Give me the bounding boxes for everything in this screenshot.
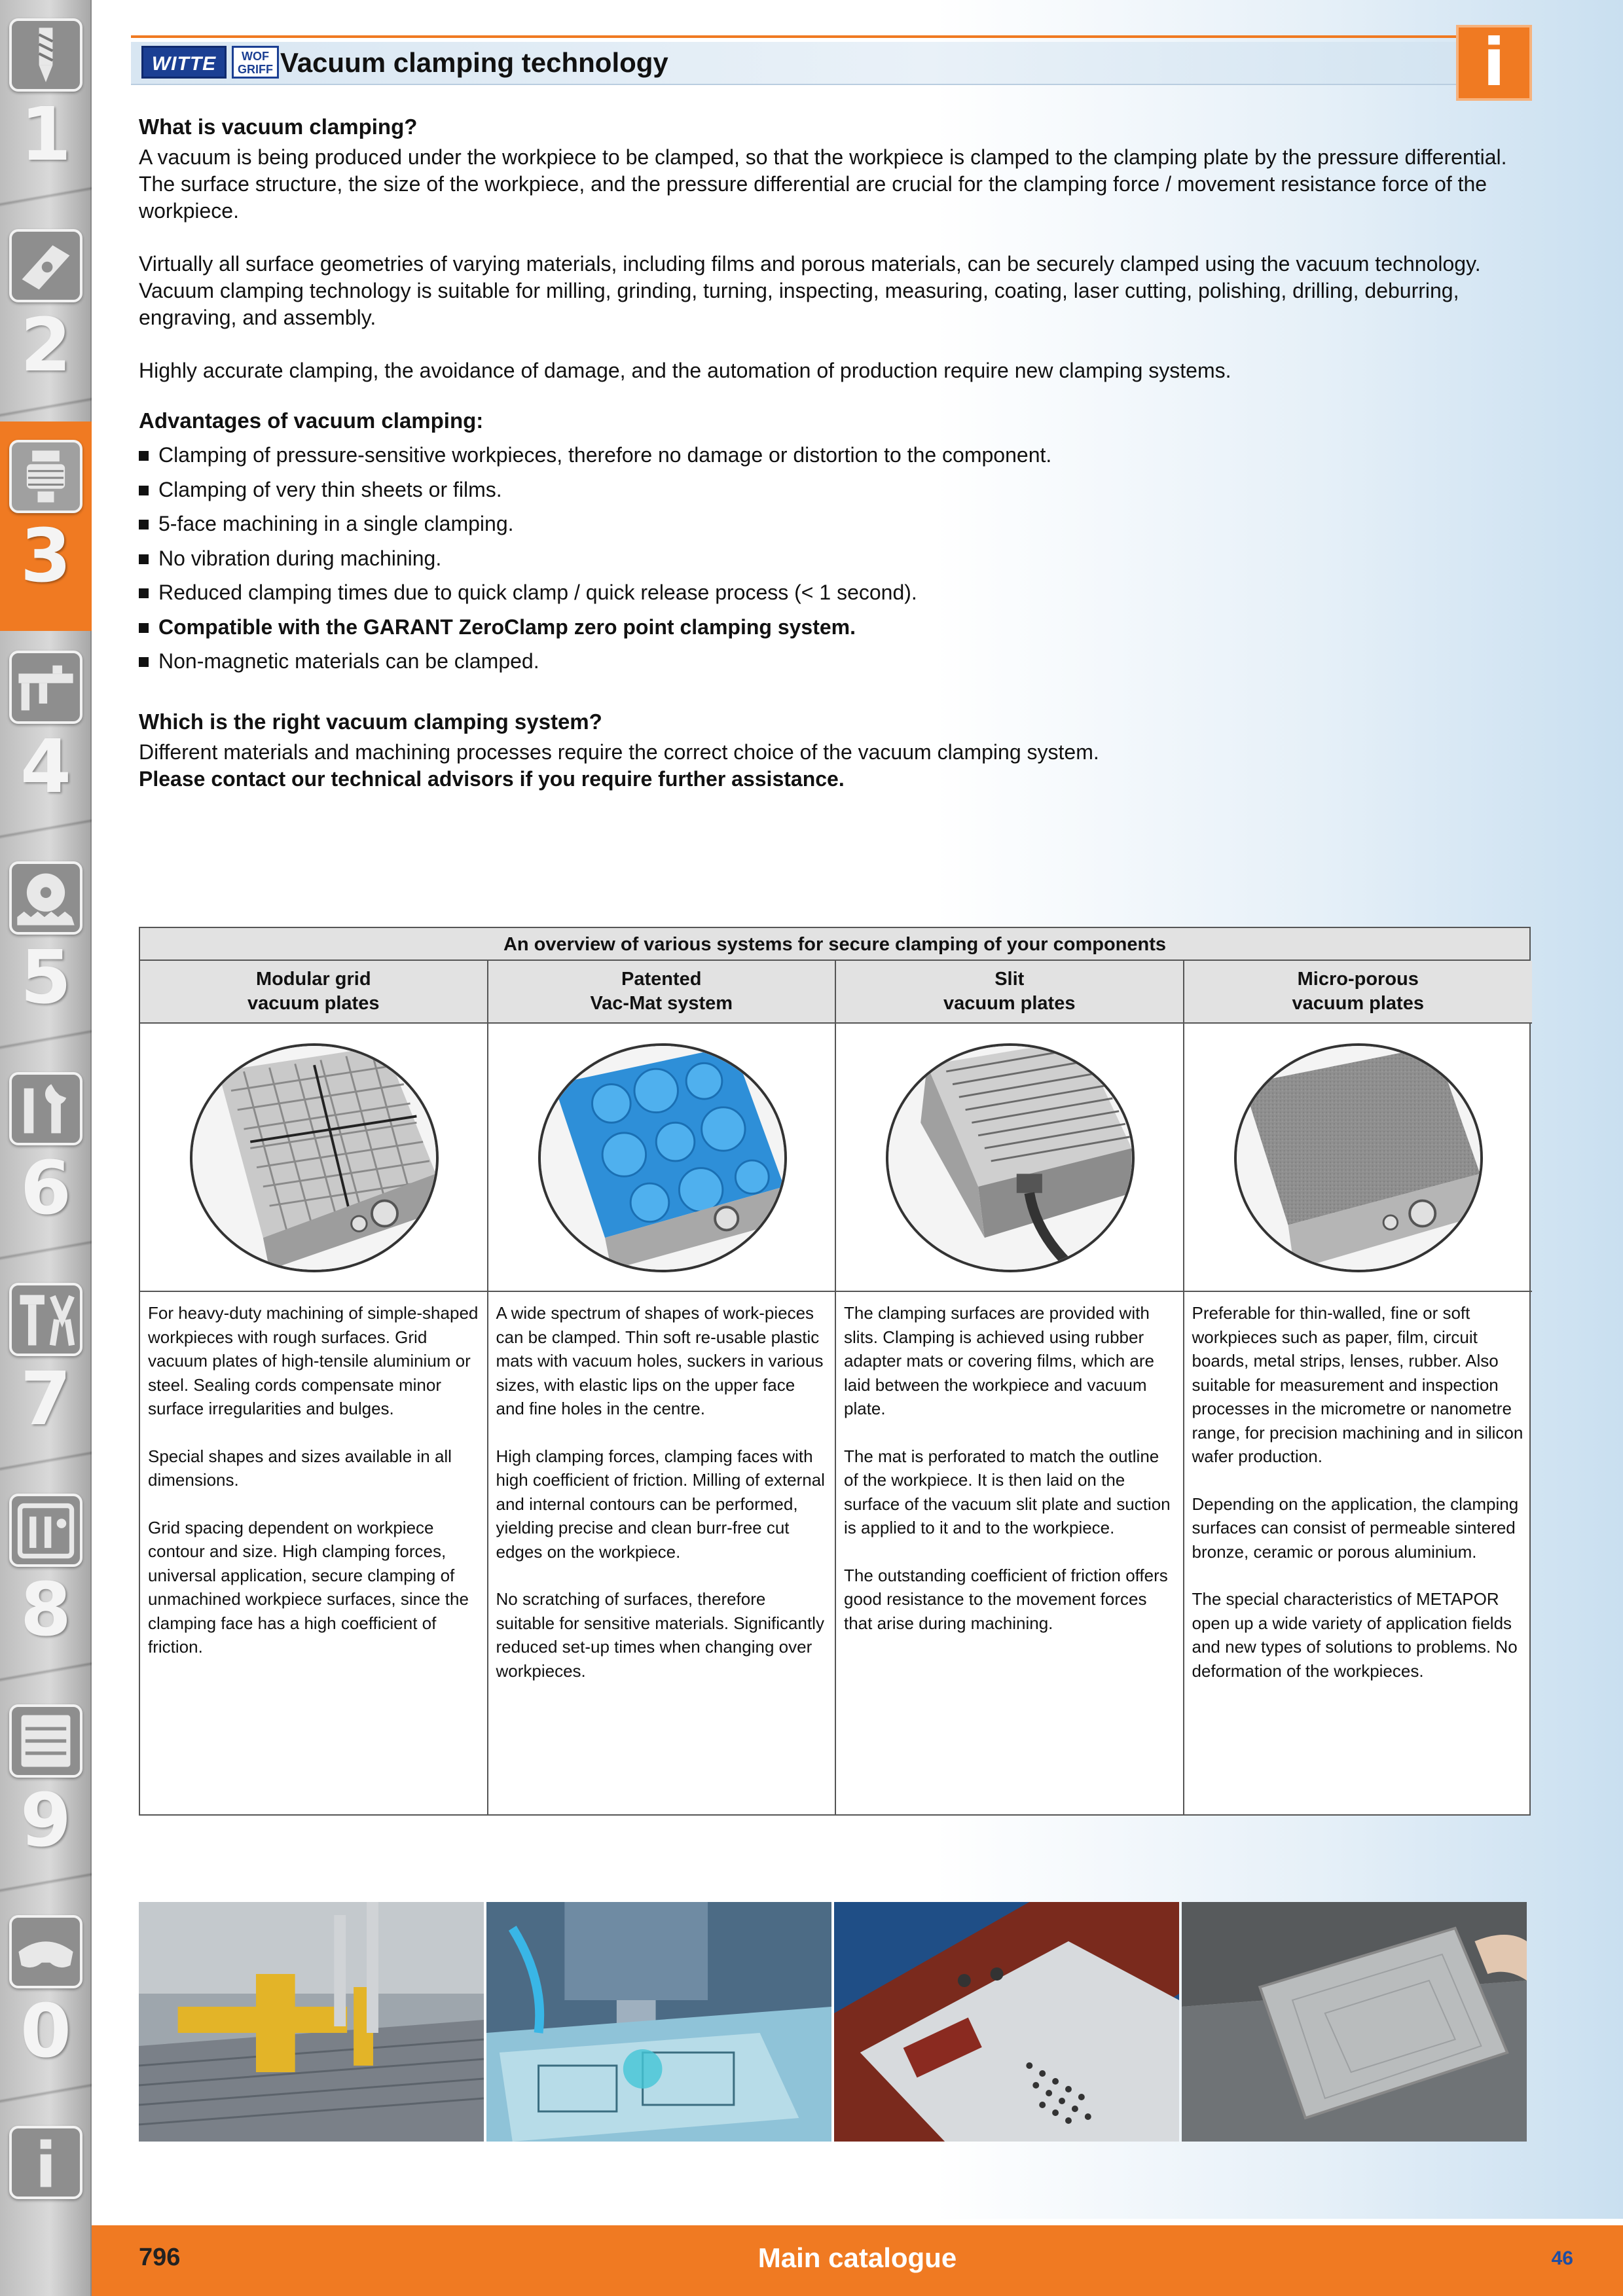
application-photo-strip: [139, 1902, 1527, 2142]
description-paragraph: Grid spacing dependent on workpiece contour and size. High clamping forces, universal application, secure clamping of unmachined workpiece surfaces, since the clamping face has a high coefficient of friction.: [148, 1517, 469, 1657]
chapter-tab-0[interactable]: [0, 1897, 92, 2106]
slit-plate-photo: [834, 1902, 1179, 2142]
cnc-gantry-photo: [139, 1902, 484, 2142]
column-header: [140, 961, 487, 1024]
advantages-list: [139, 438, 1520, 679]
chapter-number: 2: [20, 303, 71, 388]
chapter-tab-8[interactable]: [0, 1475, 92, 1685]
list-item: Non-magnetic materials can be clamped.: [139, 644, 1520, 679]
list-item: Compatible with the GARANT ZeroClamp zero point clamping system.: [139, 610, 1520, 645]
column-slit-plates: [836, 961, 1184, 1816]
chapter-tab-strip: [0, 0, 92, 2296]
footer-title: Main catalogue: [757, 2242, 957, 2273]
chapter-number: 3: [20, 514, 71, 599]
description-paragraph: The clamping surfaces are provided with slits. Clamping is achieved using rubber adapter mats or covering films, which are laid between the workpiece and vacuum plate.: [844, 1303, 1154, 1418]
description-paragraph: The special characteristics of METAPOR open up a wide variety of application fields and new types of solutions to problems. No deformation of the workpieces.: [1192, 1589, 1518, 1681]
intro-heading: What is vacuum clamping?: [139, 115, 418, 139]
chapter-number: 7: [20, 1357, 71, 1442]
column-description: [488, 1292, 835, 1683]
chapter-tab-3[interactable]: [0, 422, 92, 631]
info-icon: [9, 2126, 82, 2199]
intro-paragraph: Highly accurate clamping, the avoidance of damage, and the automation of production require new clamping systems.: [139, 359, 1231, 382]
intro-content: [139, 113, 1520, 793]
drill-icon: [9, 18, 82, 92]
chuck-icon: [9, 440, 82, 513]
column-header-line: Micro-porous: [1297, 969, 1419, 990]
column-header: [488, 961, 835, 1024]
chapter-number: 0: [20, 1989, 71, 2074]
workbench-icon: [9, 1704, 82, 1778]
product-image-cell: [836, 1024, 1183, 1292]
page-title: Vacuum clamping technology: [280, 47, 668, 78]
chapter-tab-9[interactable]: [0, 1686, 92, 1895]
overview-title: An overview of various systems for secure clamping of your components: [140, 928, 1529, 961]
description-paragraph: The outstanding coefficient of friction offers good resistance to the movement forces that arise during machining.: [844, 1565, 1168, 1633]
hand-tools-icon: [9, 1283, 82, 1356]
column-description: [1184, 1292, 1533, 1683]
which-text: Different materials and machining processes require the correct choice of the vacuum clamping system.: [139, 740, 1099, 764]
tab-divider: [0, 2080, 92, 2106]
description-paragraph: Special shapes and sizes available in all dimensions.: [148, 1446, 452, 1490]
chapter-tab-1[interactable]: [0, 0, 92, 209]
which-heading: Which is the right vacuum clamping system?: [139, 709, 602, 734]
intro-paragraph: A vacuum is being produced under the workpiece to be clamped, so that the workpiece is clamped to the clamping plate by the pressure differential. The surface structure, the size of the workpiece, and the pressure differential are crucial for the clamping force / movement resistance force of the workpiece.: [139, 145, 1507, 223]
tab-divider: [0, 183, 92, 209]
list-item: Clamping of pressure-sensitive workpieces, therefore no damage or distortion to the component.: [139, 438, 1520, 473]
tab-divider: [0, 394, 92, 420]
column-header-line: Patented: [621, 969, 702, 990]
overview-table: [139, 927, 1531, 1816]
chapter-number: 8: [20, 1568, 71, 1653]
chapter-tab-info[interactable]: [0, 2108, 92, 2225]
wrench-icon: [9, 1072, 82, 1145]
advantages-heading: Advantages of vacuum clamping:: [139, 408, 484, 433]
wof-griff-logo: WOF GRIFF: [232, 46, 279, 79]
chapter-tab-2[interactable]: [0, 211, 92, 420]
description-paragraph: For heavy-duty machining of simple-shaped workpieces with rough surfaces. Grid vacuum plates of high-tensile aluminium or steel. Sealing cords compensate minor surface irregularities and bulges.: [148, 1303, 479, 1418]
footer-index-number: 46: [1551, 2248, 1573, 2269]
footer-page-number: 796: [139, 2244, 181, 2271]
column-description: [140, 1292, 487, 1659]
column-description: [836, 1292, 1183, 1635]
safety-goggles-icon: [9, 1915, 82, 1988]
tab-divider: [0, 1448, 92, 1474]
saw-blade-icon: [9, 861, 82, 935]
header-accent-line: [131, 35, 1532, 38]
description-paragraph: Depending on the application, the clamping surfaces can consist of permeable sintered bronze, ceramic or porous aluminium.: [1192, 1494, 1519, 1562]
column-header-line: Modular grid: [255, 969, 371, 990]
list-item: No vibration during machining.: [139, 541, 1520, 576]
micro-porous-plate-image: [1234, 1043, 1483, 1272]
advisors-note: Please contact our technical advisors if you require further assistance.: [139, 766, 845, 791]
grid-vacuum-plate-image: [190, 1043, 439, 1272]
column-header-line: Slit: [994, 969, 1025, 990]
insert-cutter-icon: [9, 229, 82, 302]
column-header-line: vacuum plates: [1292, 993, 1424, 1014]
column-modular-grid: [140, 961, 488, 1816]
tab-divider: [0, 1869, 92, 1895]
column-header: [1184, 961, 1533, 1024]
intro-paragraph: Virtually all surface geometries of varying materials, including films and porous materials, can be securely clamped using the vacuum technology. Vacuum clamping technology is suitable for milling, grinding, turning, inspecting, measuring, coating, laser cutting, polishing, drilling, deburring, engraving, and assembly.: [139, 252, 1481, 329]
description-paragraph: No scratching of surfaces, therefore suitable for sensitive materials. Significantly reduced set-up times when changing over workpieces.: [496, 1589, 824, 1681]
witte-logo: WITTE: [141, 46, 227, 79]
vac-mat-milling-photo: [486, 1902, 831, 2142]
chapter-tab-4[interactable]: [0, 632, 92, 842]
brand-logo: [141, 46, 279, 80]
page-footer: [92, 2225, 1623, 2296]
column-micro-porous: [1184, 961, 1533, 1816]
chapter-number: 9: [20, 1778, 71, 1863]
product-image-cell: [140, 1024, 487, 1292]
micro-porous-plate-photo: [1182, 1902, 1527, 2142]
column-header-line: vacuum plates: [943, 993, 1076, 1014]
list-item: 5-face machining in a single clamping.: [139, 507, 1520, 541]
chapter-tab-6[interactable]: [0, 1054, 92, 1263]
column-header: [836, 961, 1183, 1024]
product-image-cell: [1184, 1024, 1533, 1292]
description-paragraph: The mat is perforated to match the outline of the workpiece. It is then laid on the surface of the vacuum slit plate and suction is applied to it and to the workpiece.: [844, 1446, 1171, 1537]
chapter-number: 5: [20, 935, 71, 1020]
description-paragraph: Preferable for thin-walled, fine or soft workpieces such as paper, film, circuit boards, metal strips, lenses, rubber. Also suitable for measurement and inspection processes in the micrometre or nanometre range, for precision machining and in silicon wafer production.: [1192, 1303, 1523, 1466]
column-vac-mat: [488, 961, 837, 1816]
tab-divider: [0, 1026, 92, 1052]
list-item: Reduced clamping times due to quick clamp / quick release process (< 1 second).: [139, 575, 1520, 610]
description-paragraph: A wide spectrum of shapes of work-pieces can be clamped. Thin soft re-usable plastic mats with vacuum holes, suckers in various sizes, with elastic lips on the upper face and fine holes in the centre.: [496, 1303, 824, 1418]
info-badge[interactable]: i: [1456, 25, 1532, 101]
which-paragraph: [139, 739, 1520, 793]
chapter-number: 6: [20, 1146, 71, 1231]
column-header-line: vacuum plates: [247, 993, 380, 1014]
tab-divider: [0, 1659, 92, 1685]
caliper-icon: [9, 651, 82, 724]
chapter-tab-7[interactable]: [0, 1265, 92, 1474]
toolkit-icon: [9, 1494, 82, 1567]
list-item: Clamping of very thin sheets or films.: [139, 473, 1520, 507]
vac-mat-image: [538, 1043, 787, 1272]
product-image-cell: [488, 1024, 835, 1292]
chapter-tab-5[interactable]: [0, 843, 92, 1052]
description-paragraph: High clamping forces, clamping faces with high coefficient of friction. Milling of external and internal contours can be performed, yielding precise and clean burr-free cut edges on the workpiece.: [496, 1446, 825, 1562]
column-header-line: Vac-Mat system: [590, 993, 733, 1014]
tab-divider: [0, 816, 92, 842]
chapter-number: 4: [20, 725, 71, 810]
chapter-number: 1: [20, 92, 71, 177]
tab-divider: [0, 1237, 92, 1263]
slit-vacuum-plate-image: [886, 1043, 1135, 1272]
